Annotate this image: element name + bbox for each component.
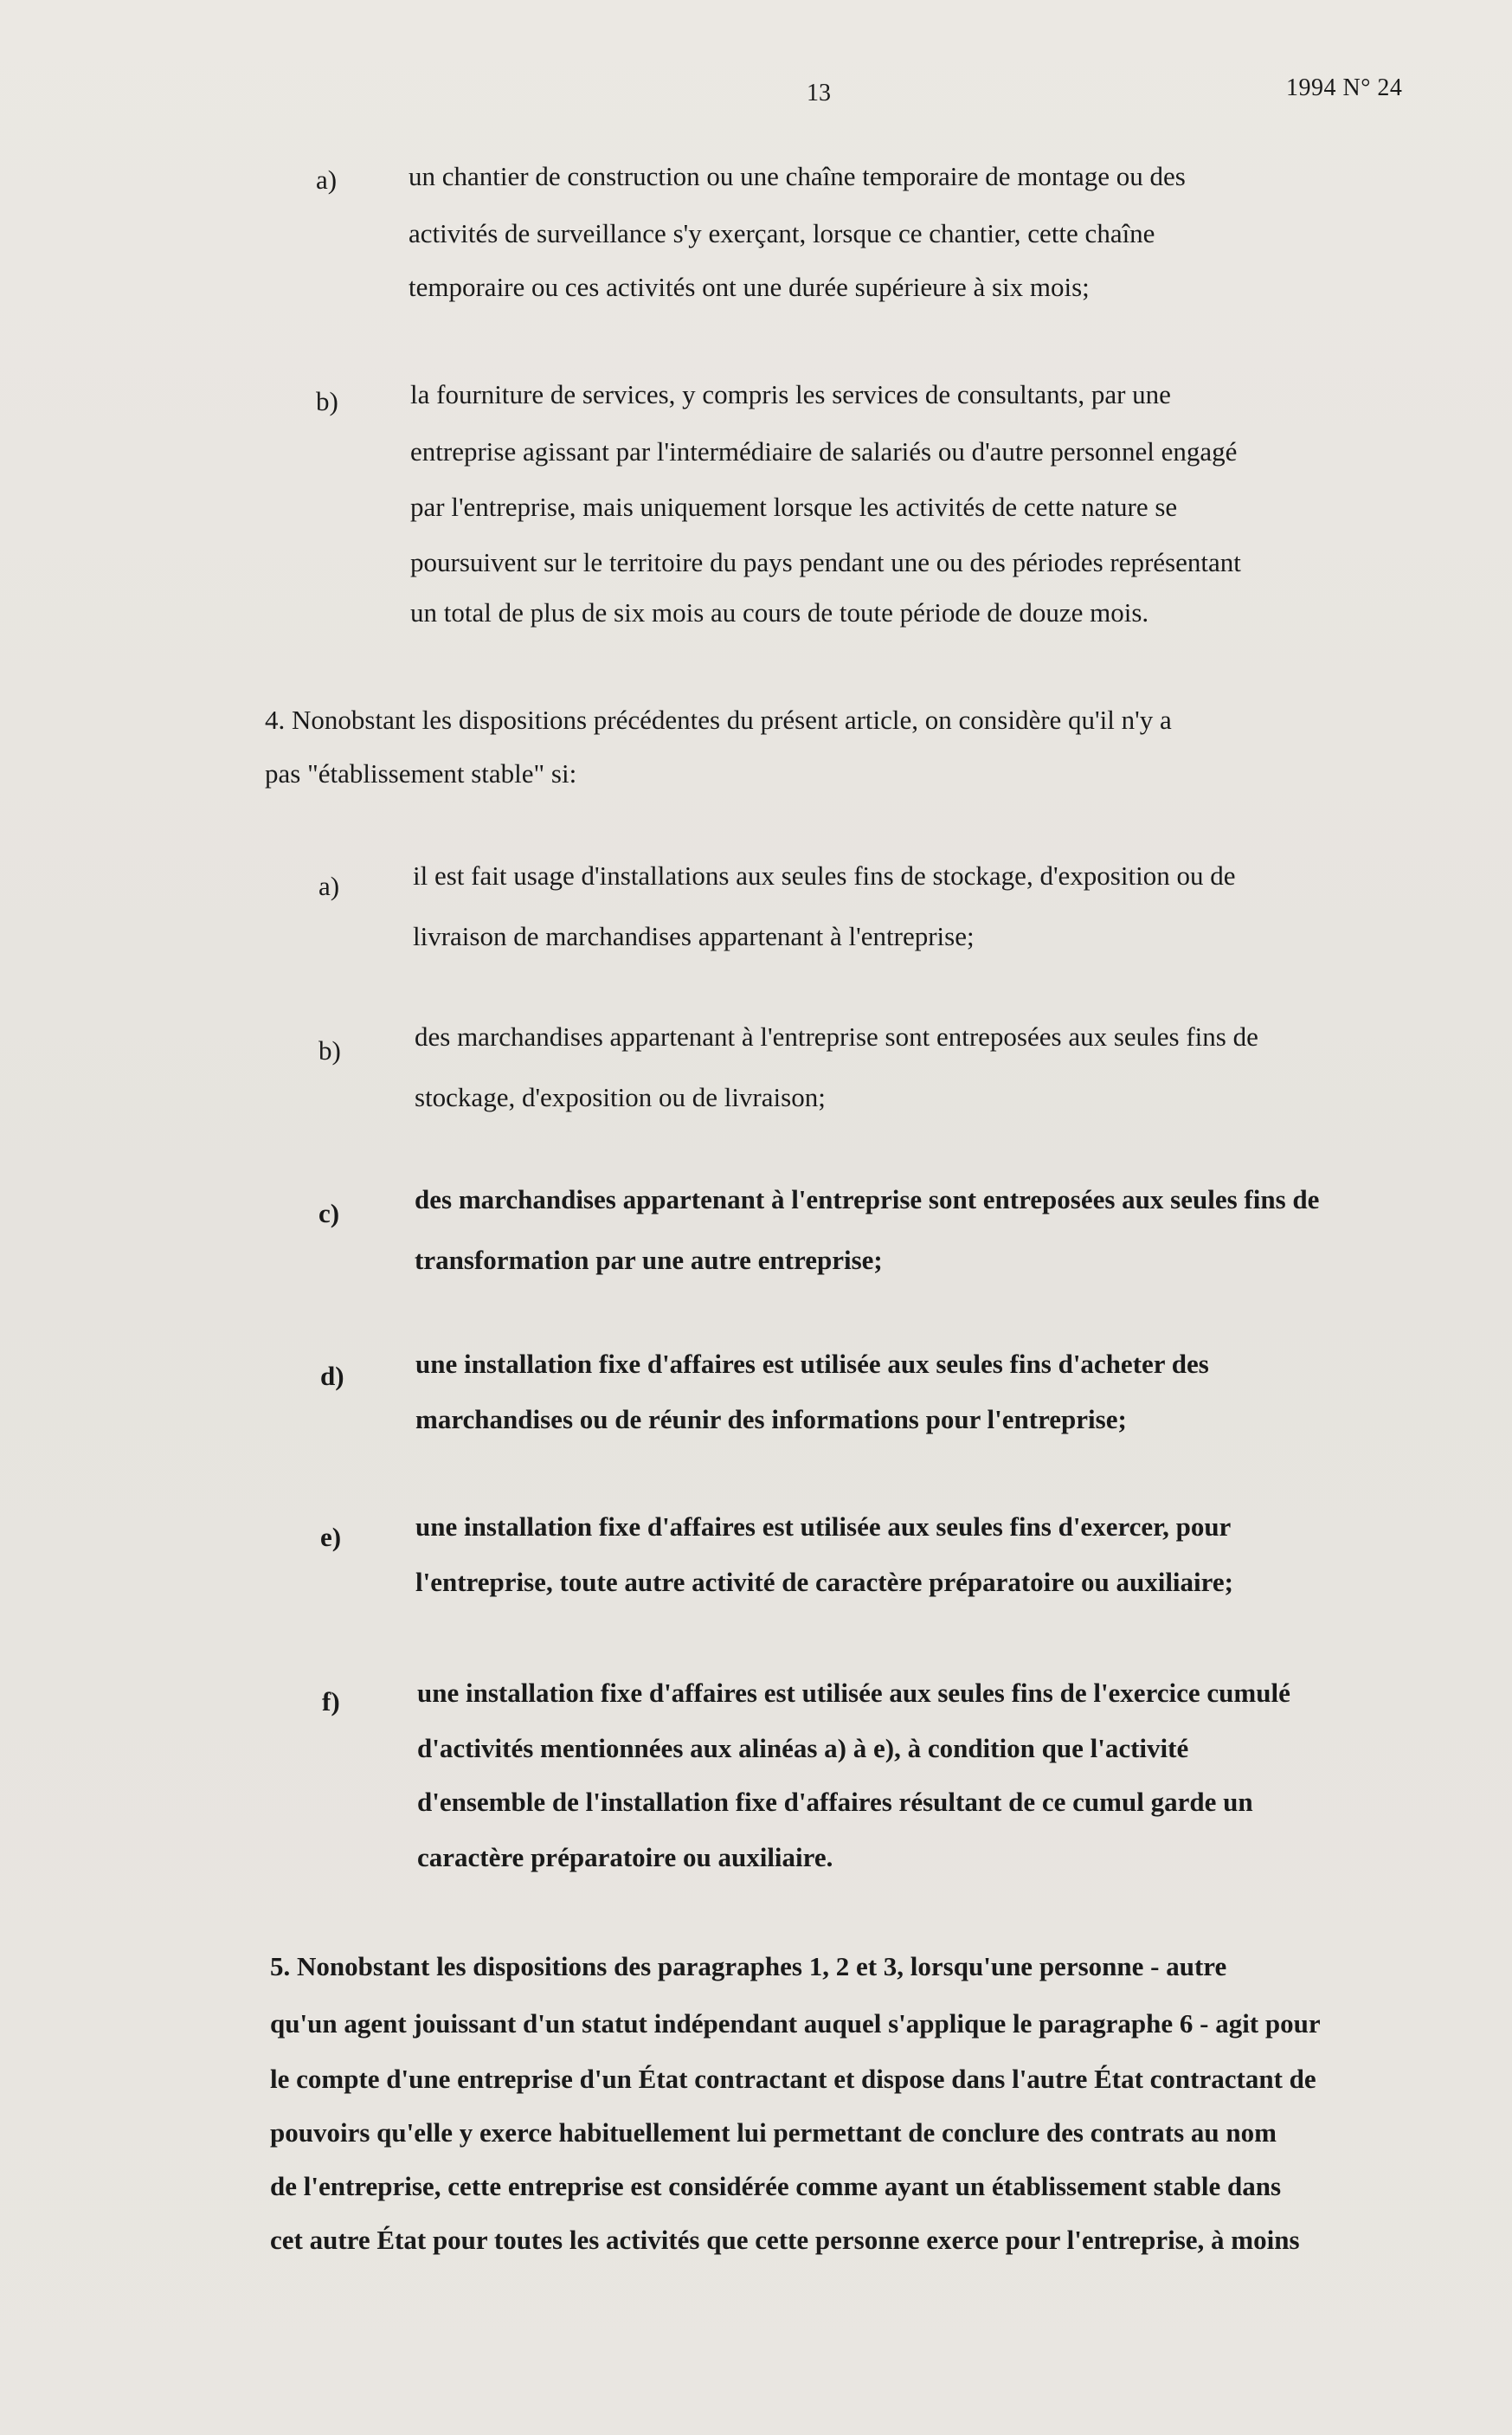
text-line: entreprise agissant par l'intermédiaire de salariés ou d'autre personnel engagé: [410, 436, 1238, 467]
text-line: la fourniture de services, y compris les services de consultants, par une: [410, 379, 1171, 409]
text-line: d'activités mentionnées aux alinéas a) à e), à condition que l'activité: [417, 1733, 1189, 1763]
text-line: des marchandises appartenant à l'entreprise sont entreposées aux seules fins de: [415, 1184, 1320, 1214]
item-label: f): [322, 1686, 340, 1717]
text-line: une installation fixe d'affaires est utilisée aux seules fins d'exercer, pour: [415, 1511, 1232, 1542]
text-line: caractère préparatoire ou auxiliaire.: [417, 1842, 833, 1872]
item-label: e): [320, 1522, 342, 1552]
text-line: une installation fixe d'affaires est utilisée aux seules fins de l'exercice cumulé: [417, 1678, 1290, 1708]
text-line: activités de surveillance s'y exerçant, lorsque ce chantier, cette chaîne: [409, 218, 1155, 248]
text-line: des marchandises appartenant à l'entreprise sont entreposées aux seules fins de: [415, 1021, 1258, 1052]
item-label: d): [320, 1361, 344, 1391]
text-line: qu'un agent jouissant d'un statut indépendant auquel s'applique le paragraphe 6 - agit pour: [270, 2008, 1321, 2039]
item-label: b): [318, 1035, 341, 1066]
text-line: il est fait usage d'installations aux seules fins de stockage, d'exposition ou de: [413, 860, 1236, 891]
text-line: cet autre État pour toutes les activités que cette personne exerce pour l'entreprise, à moins: [270, 2225, 1300, 2255]
item-label: a): [316, 164, 338, 195]
text-line: une installation fixe d'affaires est utilisée aux seules fins d'acheter des: [415, 1349, 1209, 1379]
text-line: temporaire ou ces activités ont une durée supérieure à six mois;: [409, 272, 1090, 302]
page-number: 13: [807, 80, 831, 106]
text-line: de l'entreprise, cette entreprise est considérée comme ayant un établissement stable dans: [270, 2171, 1282, 2201]
text-line: le compte d'une entreprise d'un État contractant et dispose dans l'autre État contractant de: [270, 2064, 1316, 2094]
text-line: un chantier de construction ou une chaîne temporaire de montage ou des: [409, 161, 1186, 191]
text-line: 4. Nonobstant les dispositions précédentes du présent article, on considère qu'il n'y a: [265, 705, 1172, 735]
text-line: d'ensemble de l'installation fixe d'affaires résultant de ce cumul garde un: [417, 1787, 1253, 1817]
text-line: par l'entreprise, mais uniquement lorsque les activités de cette nature se: [410, 492, 1178, 522]
text-line: marchandises ou de réunir des informations pour l'entreprise;: [415, 1404, 1127, 1434]
document-reference: 1994 N° 24: [1286, 74, 1403, 101]
text-line: poursuivent sur le territoire du pays pendant une ou des périodes représentant: [410, 547, 1241, 577]
text-line: l'entreprise, toute autre activité de caractère préparatoire ou auxiliaire;: [415, 1567, 1233, 1597]
item-label: a): [318, 871, 340, 901]
text-line: un total de plus de six mois au cours de toute période de douze mois.: [410, 597, 1149, 628]
item-label: b): [316, 386, 338, 416]
text-line: livraison de marchandises appartenant à l'entreprise;: [413, 921, 975, 951]
text-line: pouvoirs qu'elle y exerce habituellement lui permettant de conclure des contrats au nom: [270, 2117, 1277, 2148]
text-line: pas "établissement stable" si:: [265, 758, 577, 789]
text-line: 5. Nonobstant les dispositions des paragraphes 1, 2 et 3, lorsqu'une personne - autre: [270, 1951, 1227, 1981]
text-line: stockage, d'exposition ou de livraison;: [415, 1082, 826, 1112]
text-line: transformation par une autre entreprise;: [415, 1245, 883, 1275]
item-label: c): [318, 1198, 340, 1228]
